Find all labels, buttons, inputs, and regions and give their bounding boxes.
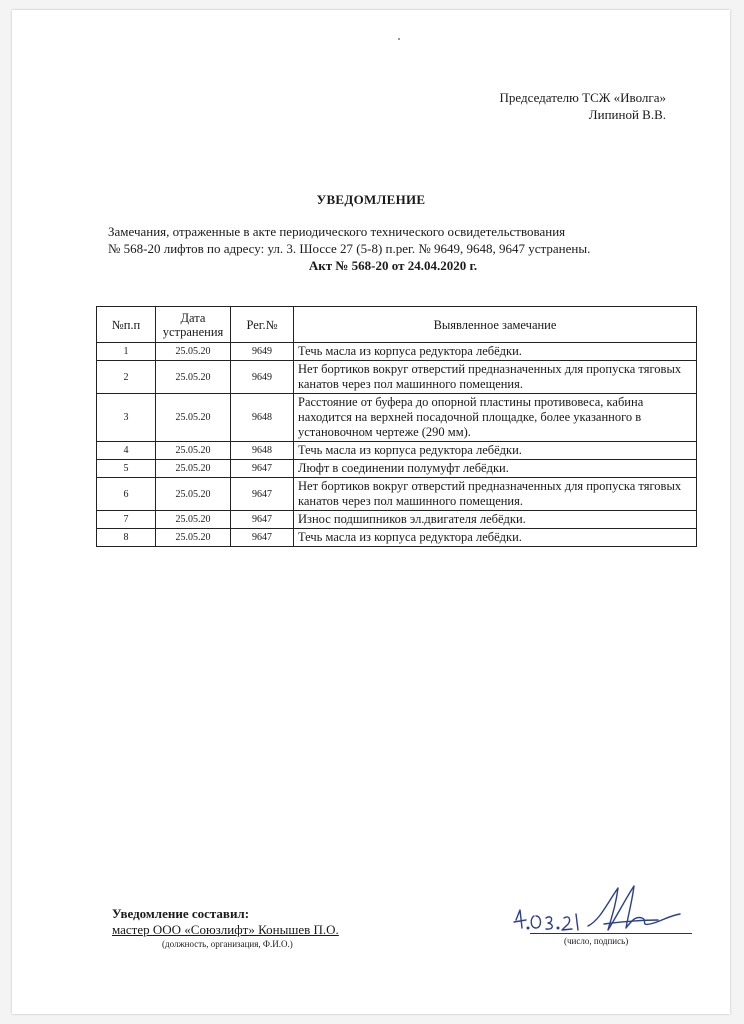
signature-line (530, 933, 692, 934)
row-date: 25.05.20 (156, 511, 231, 529)
page-title: УВЕДОМЛЕНИЕ (316, 192, 426, 207)
row-remark: Течь масла из корпуса редуктора лебёдки. (294, 442, 697, 460)
row-reg: 9648 (231, 394, 294, 442)
row-remark: Нет бортиков вокруг отверстий предназначенных для пропуска тяговых канатов через пол машинного помещения. (294, 361, 697, 394)
signature-block (508, 880, 704, 950)
header-remark: Выявленное замечание (294, 307, 697, 343)
row-num: 3 (97, 394, 156, 442)
row-remark: Износ подшипников эл.двигателя лебёдки. (294, 511, 697, 529)
row-date: 25.05.20 (156, 460, 231, 478)
signature-caption: (число, подпись) (564, 936, 629, 946)
row-remark: Расстояние от буфера до опорной пластины противовеса, кабина находится на верхней посадочной площадке, более указанного в установочном чертеже (290 мм). (294, 394, 697, 442)
table-row (97, 442, 697, 460)
table-row (97, 460, 697, 478)
author-caption: (должность, организация, Ф.И.О.) (162, 939, 293, 949)
row-date: 25.05.20 (156, 343, 231, 361)
addressee-line-1: Председателю ТСЖ «Иволга» (499, 90, 666, 105)
row-date: 25.05.20 (156, 361, 231, 394)
addressee-block (500, 89, 666, 123)
row-reg: 9649 (231, 361, 294, 394)
row-num: 1 (97, 343, 156, 361)
addressee-line-2: Липиной В.В. (588, 107, 666, 122)
footer-author-block (112, 906, 339, 950)
row-num: 5 (97, 460, 156, 478)
table-row (97, 511, 697, 529)
row-remark: Люфт в соединении полумуфт лебёдки. (294, 460, 697, 478)
row-num: 8 (97, 529, 156, 547)
table-row (97, 529, 697, 547)
table-header-row (97, 307, 697, 343)
intro-line-1: Замечания, отраженные в акте периодического технического освидетельствования (108, 224, 566, 239)
table-row (97, 343, 697, 361)
table-row (97, 478, 697, 511)
row-reg: 9647 (231, 478, 294, 511)
header-date: Дата устранения (156, 307, 231, 343)
scan-dot (398, 38, 400, 40)
row-num: 7 (97, 511, 156, 529)
row-reg: 9648 (231, 442, 294, 460)
document-page (12, 10, 730, 1014)
header-reg: Рег.№ (231, 307, 294, 343)
author-name: мастер ООО «Союзлифт» Конышев П.О. (112, 922, 339, 937)
row-remark: Течь масла из корпуса редуктора лебёдки. (294, 529, 697, 547)
row-date: 25.05.20 (156, 478, 231, 511)
table-row (97, 394, 697, 442)
composed-label: Уведомление составил: (112, 906, 250, 921)
row-num: 2 (97, 361, 156, 394)
remarks-table (96, 306, 697, 547)
header-num: №п.п (97, 307, 156, 343)
row-reg: 9647 (231, 511, 294, 529)
row-remark: Течь масла из корпуса редуктора лебёдки. (294, 343, 697, 361)
row-num: 6 (97, 478, 156, 511)
row-num: 4 (97, 442, 156, 460)
intro-line-2: № 568-20 лифтов по адресу: ул. 3. Шоссе 27 (5-8) п.рег. № 9649, 9648, 9647 устранены. (108, 241, 591, 256)
row-remark: Нет бортиков вокруг отверстий предназначенных для пропуска тяговых канатов через пол машинного помещения. (294, 478, 697, 511)
act-reference: Акт № 568-20 от 24.04.2020 г. (308, 258, 478, 273)
row-reg: 9647 (231, 529, 294, 547)
row-reg: 9649 (231, 343, 294, 361)
row-date: 25.05.20 (156, 442, 231, 460)
intro-paragraph (108, 223, 668, 274)
row-date: 25.05.20 (156, 529, 231, 547)
row-reg: 9647 (231, 460, 294, 478)
row-date: 25.05.20 (156, 394, 231, 442)
table-row (97, 361, 697, 394)
